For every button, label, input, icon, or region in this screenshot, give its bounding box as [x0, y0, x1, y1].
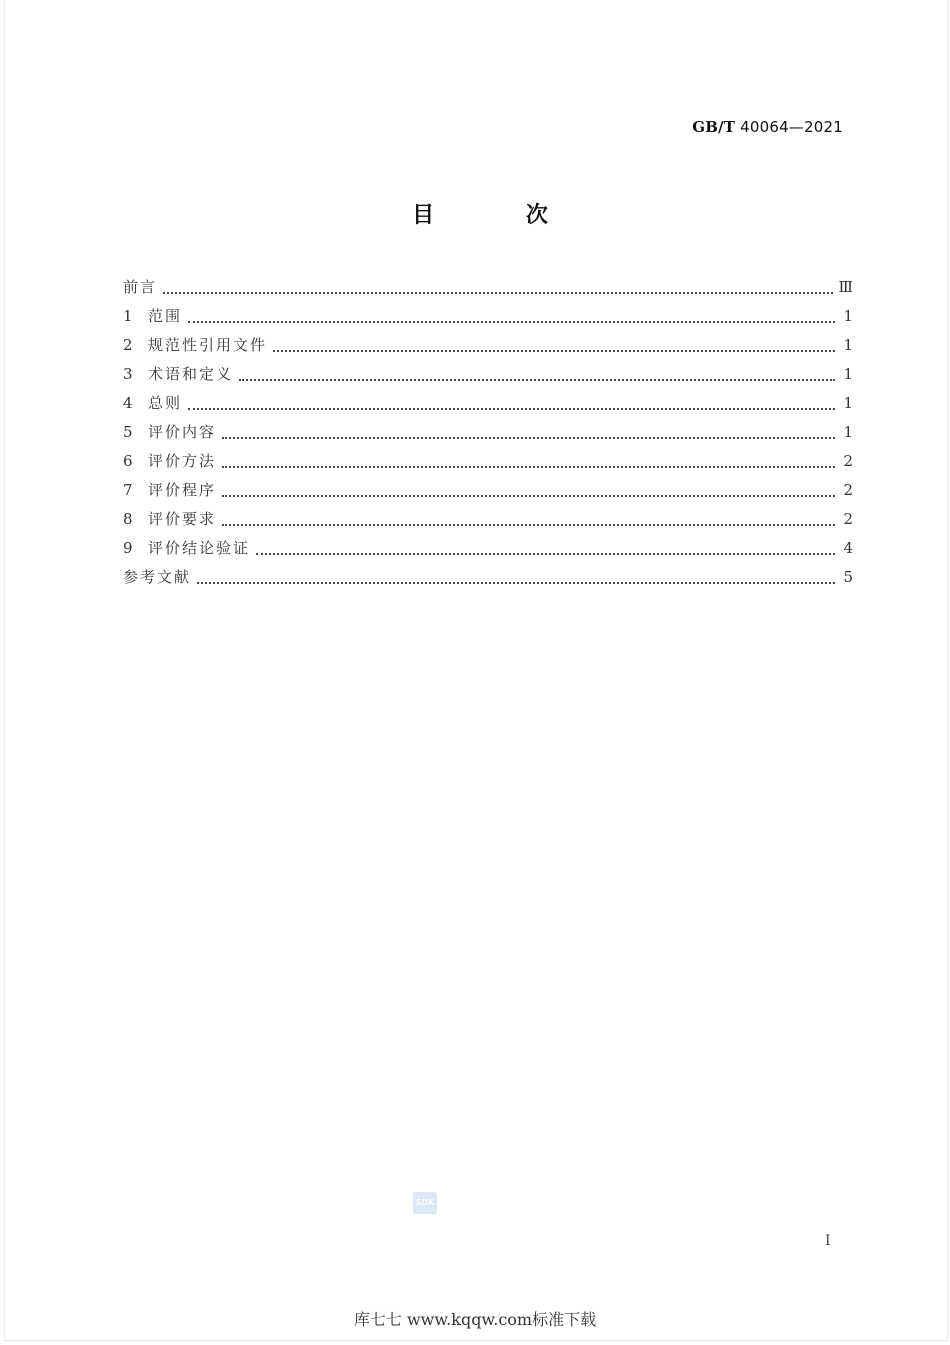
toc-leader-dots [188, 408, 835, 410]
toc-entry-text: 术语和定义 [148, 365, 234, 383]
toc-entry-page: 2 [843, 510, 853, 528]
toc-entry-page: 1 [843, 307, 853, 325]
toc-entry-number: 1 [123, 307, 133, 325]
toc-leader-dots [273, 350, 835, 352]
toc-entry-page: Ⅲ [838, 278, 853, 296]
toc-entry-text: 前言 [123, 278, 158, 296]
toc-entry-page: 1 [843, 336, 853, 354]
toc-entry-number: 3 [123, 365, 133, 383]
toc-entry-7[interactable] [123, 479, 853, 508]
toc-entry-number: 6 [123, 452, 133, 470]
toc-entry-number: 9 [123, 539, 133, 557]
toc-entry-4[interactable] [123, 392, 853, 421]
toc-leader-dots [222, 437, 835, 439]
document-page [4, 0, 948, 1341]
toc-entry-2[interactable] [123, 334, 853, 363]
toc-entry-5[interactable] [123, 421, 853, 450]
watermark-logo-text: SDK [415, 1198, 435, 1207]
toc-leader-dots [222, 466, 835, 468]
toc-entry-9[interactable] [123, 537, 853, 566]
toc-leader-dots [239, 379, 835, 381]
toc-entry-page: 1 [843, 394, 853, 412]
toc-entry-page: 2 [843, 481, 853, 499]
toc-entry-text: 评价要求 [148, 510, 217, 528]
toc-entry-number: 2 [123, 336, 133, 354]
toc-leader-dots [222, 524, 835, 526]
toc-entry-text: 评价程序 [148, 481, 217, 499]
toc-entry-text: 评价内容 [148, 423, 217, 441]
watermark-logo-icon [413, 1192, 437, 1214]
toc-leader-dots [256, 553, 835, 555]
toc-entry-text: 参考文献 [123, 568, 192, 586]
toc-entry-6[interactable] [123, 450, 853, 479]
toc-entry-page: 5 [843, 568, 853, 586]
toc-entry-8[interactable] [123, 508, 853, 537]
toc-entry-page: 2 [843, 452, 853, 470]
toc-entry-1[interactable] [123, 305, 853, 334]
standard-code [692, 118, 843, 136]
toc-entry-number: 4 [123, 394, 133, 412]
toc-leader-dots [222, 495, 835, 497]
page-number: I [825, 1233, 831, 1249]
toc-leader-dots [163, 292, 833, 294]
toc-entry-page: 4 [843, 539, 853, 557]
toc-entry-text: 总则 [148, 394, 183, 412]
table-of-contents [123, 276, 853, 595]
standard-code-prefix: GB/T [692, 118, 736, 136]
footer-source-link[interactable]: 库七七 www.kqqw.com标准下载 [353, 1310, 597, 1329]
toc-entry-text: 规范性引用文件 [148, 336, 268, 354]
toc-entry-text: 评价方法 [148, 452, 217, 470]
toc-leader-dots [197, 582, 835, 584]
toc-entry-text: 评价结论验证 [148, 539, 251, 557]
toc-leader-dots [188, 321, 835, 323]
standard-code-number: 40064—2021 [740, 118, 843, 136]
toc-entry-page: 1 [843, 423, 853, 441]
toc-entry-number: 7 [123, 481, 133, 499]
toc-entry-foreword[interactable] [123, 276, 853, 305]
toc-entry-number: 8 [123, 510, 133, 528]
toc-entry-text: 范围 [148, 307, 183, 325]
toc-entry-3[interactable] [123, 363, 853, 392]
toc-entry-references[interactable] [123, 566, 853, 595]
toc-title: 目 次 [412, 203, 590, 228]
toc-entry-page: 1 [843, 365, 853, 383]
toc-entry-number: 5 [123, 423, 133, 441]
